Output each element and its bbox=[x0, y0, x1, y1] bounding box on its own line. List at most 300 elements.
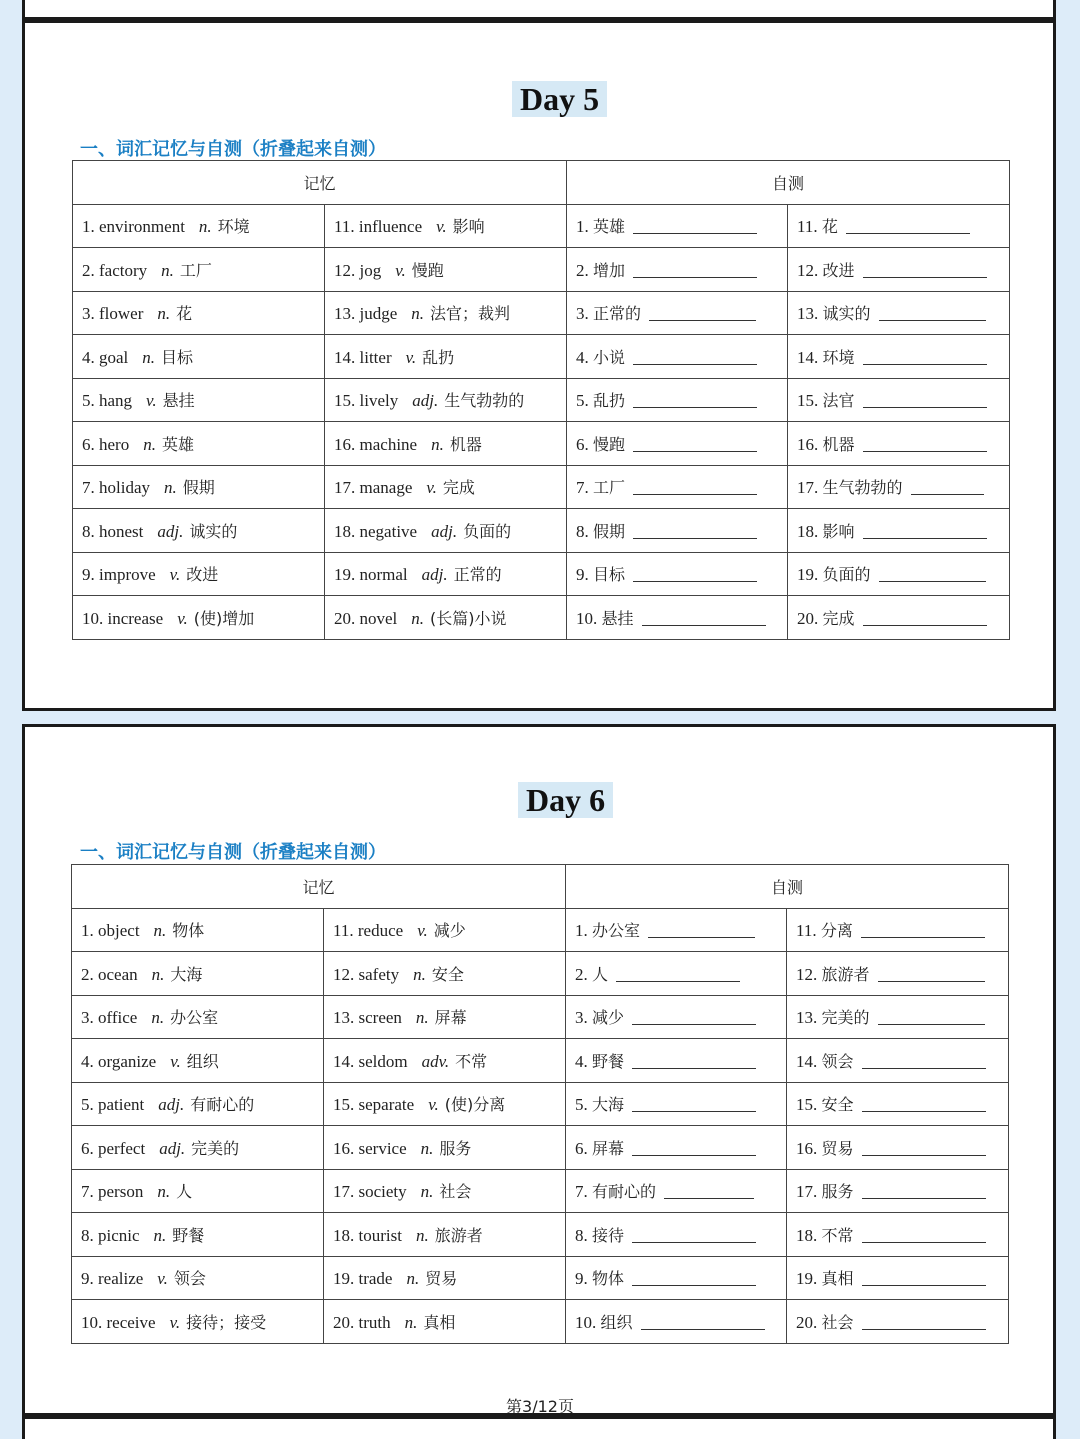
test-prompt: 花 bbox=[821, 217, 838, 237]
chinese-meaning: 英雄 bbox=[161, 434, 194, 454]
memory-cell bbox=[72, 1126, 324, 1170]
self-test-cell bbox=[787, 1039, 1009, 1083]
english-word: safety bbox=[358, 964, 400, 984]
answer-blank[interactable] bbox=[878, 966, 985, 982]
answer-blank[interactable] bbox=[633, 349, 757, 365]
chinese-meaning: 真相 bbox=[423, 1312, 456, 1332]
item-number: 9. bbox=[82, 565, 95, 585]
item-number: 11. bbox=[333, 921, 354, 941]
memory-cell bbox=[325, 248, 567, 292]
self-test-cell bbox=[788, 248, 1010, 292]
self-test-cell bbox=[788, 552, 1010, 596]
answer-blank[interactable] bbox=[862, 1183, 986, 1199]
memory-cell bbox=[72, 1300, 324, 1344]
english-word: goal bbox=[99, 347, 129, 367]
answer-blank[interactable] bbox=[632, 1140, 756, 1156]
day5-title: Day 5 bbox=[512, 81, 607, 117]
part-of-speech: n. bbox=[161, 260, 174, 280]
part-of-speech: n. bbox=[157, 1182, 171, 1202]
memory-cell bbox=[72, 908, 324, 952]
item-number: 1. bbox=[81, 921, 94, 941]
answer-blank[interactable] bbox=[633, 436, 757, 452]
answer-blank[interactable] bbox=[633, 262, 757, 278]
answer-blank[interactable] bbox=[862, 1096, 986, 1112]
item-number: 9. bbox=[576, 565, 589, 585]
item-number: 20. bbox=[333, 1312, 355, 1332]
answer-blank[interactable] bbox=[633, 523, 757, 539]
chinese-meaning: 负面的 bbox=[463, 521, 512, 541]
self-test-cell bbox=[567, 596, 788, 640]
day5-section-title: 一、词汇记忆与自测（折叠起来自测） bbox=[80, 139, 386, 160]
part-of-speech: n. bbox=[164, 478, 177, 498]
answer-blank[interactable] bbox=[862, 1053, 986, 1069]
part-of-speech: n. bbox=[413, 964, 426, 984]
english-word: picnic bbox=[98, 1225, 140, 1245]
chinese-meaning: 人 bbox=[176, 1182, 193, 1202]
item-number: 14. bbox=[334, 347, 356, 367]
answer-blank[interactable] bbox=[863, 523, 987, 539]
memory-cell bbox=[72, 1213, 324, 1257]
memory-cell bbox=[73, 596, 325, 640]
answer-blank[interactable] bbox=[642, 610, 766, 626]
item-number: 8. bbox=[82, 521, 95, 541]
memory-cell bbox=[324, 1256, 566, 1300]
item-number: 2. bbox=[575, 964, 588, 984]
item-number: 19. bbox=[796, 1269, 818, 1289]
english-word: improve bbox=[99, 565, 156, 585]
part-of-speech: adj. bbox=[431, 521, 458, 541]
item-number: 7. bbox=[81, 1182, 94, 1202]
test-prompt: 完成 bbox=[822, 608, 855, 628]
item-number: 15. bbox=[797, 391, 819, 411]
english-word: receive bbox=[106, 1312, 156, 1332]
item-number: 9. bbox=[81, 1269, 94, 1289]
self-test-cell bbox=[788, 422, 1010, 466]
memory-cell bbox=[324, 1169, 566, 1213]
part-of-speech: adv. bbox=[421, 1051, 450, 1071]
item-number: 3. bbox=[576, 304, 589, 324]
memory-cell bbox=[73, 552, 325, 596]
test-prompt: 不常 bbox=[821, 1225, 854, 1245]
table-row bbox=[73, 596, 1010, 640]
memory-cell bbox=[325, 509, 567, 553]
answer-blank[interactable] bbox=[911, 479, 984, 495]
item-number: 14. bbox=[796, 1051, 818, 1071]
chinese-meaning: 屏幕 bbox=[434, 1008, 467, 1028]
test-prompt: 改进 bbox=[822, 260, 855, 280]
day6-title: Day 6 bbox=[518, 782, 613, 818]
chinese-meaning: (长篇)小说 bbox=[430, 608, 507, 628]
english-word: society bbox=[358, 1182, 407, 1202]
answer-blank[interactable] bbox=[862, 1314, 986, 1330]
chinese-meaning: 正常的 bbox=[453, 565, 502, 585]
part-of-speech: n. bbox=[157, 304, 171, 324]
english-word: judge bbox=[359, 304, 398, 324]
self-test-cell bbox=[787, 1213, 1009, 1257]
self-test-cell bbox=[787, 995, 1009, 1039]
answer-blank[interactable] bbox=[632, 1227, 756, 1243]
item-number: 8. bbox=[81, 1225, 94, 1245]
item-number: 18. bbox=[333, 1225, 355, 1245]
english-word: hang bbox=[99, 391, 133, 411]
memory-cell bbox=[72, 1082, 324, 1126]
answer-blank[interactable] bbox=[863, 262, 987, 278]
self-test-cell bbox=[566, 1213, 787, 1257]
chinese-meaning: 有耐心的 bbox=[190, 1095, 255, 1115]
answer-blank[interactable] bbox=[649, 305, 756, 321]
item-number: 6. bbox=[81, 1138, 94, 1158]
part-of-speech: v. bbox=[169, 565, 181, 585]
answer-blank[interactable] bbox=[632, 1053, 756, 1069]
item-number: 4. bbox=[575, 1051, 588, 1071]
memory-cell bbox=[72, 952, 324, 996]
test-prompt: 生气勃勃的 bbox=[822, 478, 903, 498]
test-prompt: 英雄 bbox=[593, 217, 626, 237]
table-row bbox=[73, 335, 1010, 379]
memory-cell bbox=[72, 1169, 324, 1213]
answer-blank[interactable] bbox=[879, 566, 986, 582]
english-word: ocean bbox=[98, 964, 138, 984]
table-row bbox=[73, 204, 1010, 248]
english-word: truth bbox=[358, 1312, 391, 1332]
test-prompt: 物体 bbox=[592, 1269, 625, 1289]
item-number: 2. bbox=[82, 260, 95, 280]
item-number: 1. bbox=[575, 921, 588, 941]
english-word: person bbox=[98, 1182, 144, 1202]
answer-blank[interactable] bbox=[861, 922, 985, 938]
answer-blank[interactable] bbox=[664, 1183, 754, 1199]
table-row bbox=[72, 1169, 1009, 1213]
self-test-cell bbox=[566, 995, 787, 1039]
memory-cell bbox=[73, 509, 325, 553]
test-prompt: 屏幕 bbox=[592, 1138, 625, 1158]
item-number: 16. bbox=[334, 434, 356, 454]
item-number: 17. bbox=[334, 478, 356, 498]
self-test-cell bbox=[566, 1300, 787, 1344]
item-number: 3. bbox=[575, 1008, 588, 1028]
test-prompt: 大海 bbox=[592, 1095, 625, 1115]
answer-blank[interactable] bbox=[632, 1270, 756, 1286]
item-number: 20. bbox=[797, 608, 819, 628]
item-number: 13. bbox=[333, 1008, 355, 1028]
memory-header: 记忆 bbox=[73, 161, 567, 205]
chinese-meaning: 花 bbox=[176, 304, 193, 324]
self-test-cell bbox=[567, 378, 788, 422]
part-of-speech: n. bbox=[406, 1269, 420, 1289]
part-of-speech: adj. bbox=[159, 1138, 186, 1158]
item-number: 5. bbox=[576, 391, 589, 411]
memory-cell bbox=[72, 1039, 324, 1083]
item-number: 2. bbox=[81, 964, 94, 984]
english-word: organize bbox=[98, 1051, 157, 1071]
memory-cell bbox=[325, 335, 567, 379]
answer-blank[interactable] bbox=[862, 1270, 986, 1286]
test-prompt: 影响 bbox=[822, 521, 855, 541]
self-test-cell bbox=[788, 204, 1010, 248]
item-number: 20. bbox=[796, 1312, 818, 1332]
item-number: 17. bbox=[796, 1182, 818, 1202]
part-of-speech: v. bbox=[426, 478, 437, 498]
item-number: 1. bbox=[82, 217, 95, 237]
memory-cell bbox=[325, 204, 567, 248]
day6-vocab-table bbox=[71, 864, 1009, 1344]
memory-cell bbox=[324, 1213, 566, 1257]
answer-blank[interactable] bbox=[641, 1314, 765, 1330]
answer-blank[interactable] bbox=[878, 1009, 985, 1025]
part-of-speech: adj. bbox=[412, 391, 439, 411]
part-of-speech: n. bbox=[143, 434, 156, 454]
chinese-meaning: 假期 bbox=[182, 478, 215, 498]
english-word: environment bbox=[99, 217, 185, 237]
item-number: 4. bbox=[576, 347, 589, 367]
self-test-cell bbox=[787, 1300, 1009, 1344]
self-test-cell bbox=[788, 378, 1010, 422]
test-prompt: 贸易 bbox=[821, 1138, 854, 1158]
item-number: 10. bbox=[82, 608, 104, 628]
self-test-cell bbox=[567, 291, 788, 335]
part-of-speech: n. bbox=[198, 217, 212, 237]
part-of-speech: v. bbox=[146, 391, 157, 411]
chinese-meaning: 法官；裁判 bbox=[430, 304, 511, 324]
part-of-speech: adj. bbox=[157, 521, 184, 541]
self-test-cell bbox=[567, 422, 788, 466]
english-word: increase bbox=[107, 608, 164, 628]
self-test-cell bbox=[567, 248, 788, 292]
page-number: 第3/12页 bbox=[506, 1397, 574, 1416]
memory-cell bbox=[73, 204, 325, 248]
test-prompt: 真相 bbox=[821, 1269, 854, 1289]
answer-blank[interactable] bbox=[862, 1140, 986, 1156]
item-number: 8. bbox=[576, 521, 589, 541]
part-of-speech: n. bbox=[151, 1008, 165, 1028]
self-test-cell bbox=[566, 1082, 787, 1126]
english-word: realize bbox=[98, 1269, 144, 1289]
test-prompt: 旅游者 bbox=[821, 964, 870, 984]
english-word: service bbox=[358, 1138, 407, 1158]
part-of-speech: v. bbox=[177, 608, 188, 628]
answer-blank[interactable] bbox=[632, 1096, 756, 1112]
test-prompt: 环境 bbox=[822, 347, 855, 367]
table-row bbox=[72, 908, 1009, 952]
item-number: 19. bbox=[334, 565, 356, 585]
english-word: screen bbox=[358, 1008, 402, 1028]
english-word: patient bbox=[98, 1095, 145, 1115]
part-of-speech: n. bbox=[153, 1225, 167, 1245]
test-prompt: 接待 bbox=[592, 1225, 625, 1245]
part-of-speech: v. bbox=[170, 1051, 181, 1071]
test-prompt: 小说 bbox=[593, 347, 626, 367]
item-number: 11. bbox=[796, 921, 817, 941]
item-number: 18. bbox=[334, 521, 356, 541]
memory-cell bbox=[325, 378, 567, 422]
part-of-speech: n. bbox=[411, 608, 425, 628]
answer-blank[interactable] bbox=[633, 392, 757, 408]
test-prompt: 正常的 bbox=[593, 304, 642, 324]
test-prompt: 服务 bbox=[821, 1182, 854, 1202]
chinese-meaning: 诚实的 bbox=[189, 521, 238, 541]
chinese-meaning: 生气勃勃的 bbox=[444, 391, 525, 411]
chinese-meaning: 组织 bbox=[186, 1051, 219, 1071]
memory-cell bbox=[73, 465, 325, 509]
answer-blank[interactable] bbox=[863, 610, 987, 626]
english-word: jog bbox=[359, 260, 382, 280]
table-row bbox=[72, 1213, 1009, 1257]
self-test-cell bbox=[566, 1126, 787, 1170]
table-row bbox=[72, 995, 1009, 1039]
english-word: litter bbox=[359, 347, 392, 367]
test-prompt: 诚实的 bbox=[822, 304, 871, 324]
part-of-speech: v. bbox=[417, 921, 428, 941]
memory-cell bbox=[73, 335, 325, 379]
test-prompt: 悬挂 bbox=[601, 608, 634, 628]
self-test-cell bbox=[566, 908, 787, 952]
item-number: 5. bbox=[82, 391, 95, 411]
memory-cell bbox=[325, 291, 567, 335]
memory-cell bbox=[324, 952, 566, 996]
table-row bbox=[73, 378, 1010, 422]
test-prompt: 人 bbox=[592, 964, 609, 984]
chinese-meaning: 乱扔 bbox=[422, 347, 455, 367]
part-of-speech: adj. bbox=[158, 1095, 185, 1115]
memory-cell bbox=[72, 1256, 324, 1300]
answer-blank[interactable] bbox=[846, 218, 970, 234]
answer-blank[interactable] bbox=[863, 349, 987, 365]
table-row bbox=[72, 1126, 1009, 1170]
item-number: 12. bbox=[334, 260, 356, 280]
part-of-speech: n. bbox=[415, 1225, 429, 1245]
test-prompt: 有耐心的 bbox=[592, 1182, 657, 1202]
part-of-speech: n. bbox=[404, 1312, 418, 1332]
english-word: normal bbox=[359, 565, 408, 585]
memory-header: 记忆 bbox=[72, 865, 566, 909]
item-number: 18. bbox=[796, 1225, 818, 1245]
test-prompt: 组织 bbox=[600, 1312, 633, 1332]
answer-blank[interactable] bbox=[616, 966, 740, 982]
self-test-cell bbox=[567, 465, 788, 509]
self-test-cell bbox=[566, 1256, 787, 1300]
part-of-speech: n. bbox=[431, 434, 444, 454]
chinese-meaning: 改进 bbox=[186, 565, 219, 585]
answer-blank[interactable] bbox=[863, 436, 987, 452]
table-row bbox=[73, 291, 1010, 335]
item-number: 18. bbox=[797, 521, 819, 541]
table-row bbox=[72, 1039, 1009, 1083]
test-prompt: 领会 bbox=[821, 1051, 854, 1071]
part-of-speech: v. bbox=[428, 1095, 439, 1115]
item-number: 10. bbox=[575, 1312, 597, 1332]
self-test-cell bbox=[567, 335, 788, 379]
memory-cell bbox=[324, 1126, 566, 1170]
english-word: influence bbox=[358, 217, 423, 237]
part-of-speech: n. bbox=[411, 304, 425, 324]
test-prompt: 乱扔 bbox=[593, 391, 626, 411]
chinese-meaning: 办公室 bbox=[170, 1008, 219, 1028]
item-number: 10. bbox=[576, 608, 598, 628]
item-number: 7. bbox=[576, 478, 589, 498]
english-word: seldom bbox=[358, 1051, 408, 1071]
test-prompt: 减少 bbox=[592, 1008, 625, 1028]
item-number: 2. bbox=[576, 260, 589, 280]
test-prompt: 野餐 bbox=[592, 1051, 625, 1071]
item-number: 6. bbox=[575, 1138, 588, 1158]
page-bottom-edge bbox=[22, 1416, 1056, 1439]
item-number: 1. bbox=[576, 217, 589, 237]
memory-cell bbox=[72, 995, 324, 1039]
day6-section-title: 一、词汇记忆与自测（折叠起来自测） bbox=[80, 842, 386, 863]
answer-blank[interactable] bbox=[633, 566, 757, 582]
table-row bbox=[72, 1256, 1009, 1300]
english-word: tourist bbox=[358, 1225, 402, 1245]
test-prompt: 目标 bbox=[593, 565, 626, 585]
chinese-meaning: 完美的 bbox=[191, 1138, 240, 1158]
memory-cell bbox=[324, 1082, 566, 1126]
part-of-speech: v. bbox=[405, 347, 417, 367]
memory-cell bbox=[325, 465, 567, 509]
self-test-cell bbox=[787, 1169, 1009, 1213]
test-prompt: 办公室 bbox=[592, 921, 641, 941]
table-row bbox=[73, 248, 1010, 292]
test-prompt: 增加 bbox=[593, 260, 626, 280]
english-word: machine bbox=[359, 434, 418, 454]
chinese-meaning: 完成 bbox=[442, 478, 475, 498]
answer-blank[interactable] bbox=[633, 218, 757, 234]
part-of-speech: v. bbox=[395, 260, 406, 280]
test-prompt: 分离 bbox=[820, 921, 853, 941]
answer-blank[interactable] bbox=[648, 922, 755, 938]
memory-cell bbox=[73, 378, 325, 422]
memory-cell bbox=[324, 1300, 566, 1344]
item-number: 9. bbox=[575, 1269, 588, 1289]
part-of-speech: adj. bbox=[421, 565, 448, 585]
item-number: 12. bbox=[797, 260, 819, 280]
item-number: 4. bbox=[81, 1051, 94, 1071]
item-number: 10. bbox=[81, 1312, 103, 1332]
english-word: object bbox=[98, 921, 140, 941]
answer-blank[interactable] bbox=[863, 392, 987, 408]
part-of-speech: v. bbox=[169, 1312, 181, 1332]
test-prompt: 慢跑 bbox=[593, 434, 626, 454]
item-number: 8. bbox=[575, 1225, 588, 1245]
answer-blank[interactable] bbox=[879, 305, 986, 321]
self-test-cell bbox=[788, 335, 1010, 379]
test-prompt: 工厂 bbox=[593, 478, 626, 498]
self-test-cell bbox=[788, 465, 1010, 509]
chinese-meaning: 安全 bbox=[431, 964, 464, 984]
answer-blank[interactable] bbox=[633, 479, 757, 495]
chinese-meaning: 目标 bbox=[161, 347, 194, 367]
item-number: 15. bbox=[796, 1095, 818, 1115]
item-number: 19. bbox=[797, 565, 819, 585]
test-prompt: 完美的 bbox=[821, 1008, 870, 1028]
part-of-speech: n. bbox=[142, 347, 156, 367]
table-header-row bbox=[73, 161, 1010, 205]
item-number: 14. bbox=[797, 347, 819, 367]
memory-cell bbox=[73, 291, 325, 335]
chinese-meaning: 机器 bbox=[449, 434, 482, 454]
test-prompt: 法官 bbox=[822, 391, 855, 411]
item-number: 14. bbox=[333, 1051, 355, 1071]
answer-blank[interactable] bbox=[862, 1227, 986, 1243]
part-of-speech: n. bbox=[420, 1138, 434, 1158]
part-of-speech: n. bbox=[420, 1182, 434, 1202]
memory-cell bbox=[324, 1039, 566, 1083]
english-word: trade bbox=[358, 1269, 393, 1289]
item-number: 4. bbox=[82, 347, 95, 367]
item-number: 13. bbox=[796, 1008, 818, 1028]
english-word: negative bbox=[359, 521, 418, 541]
table-row bbox=[72, 952, 1009, 996]
answer-blank[interactable] bbox=[632, 1009, 756, 1025]
